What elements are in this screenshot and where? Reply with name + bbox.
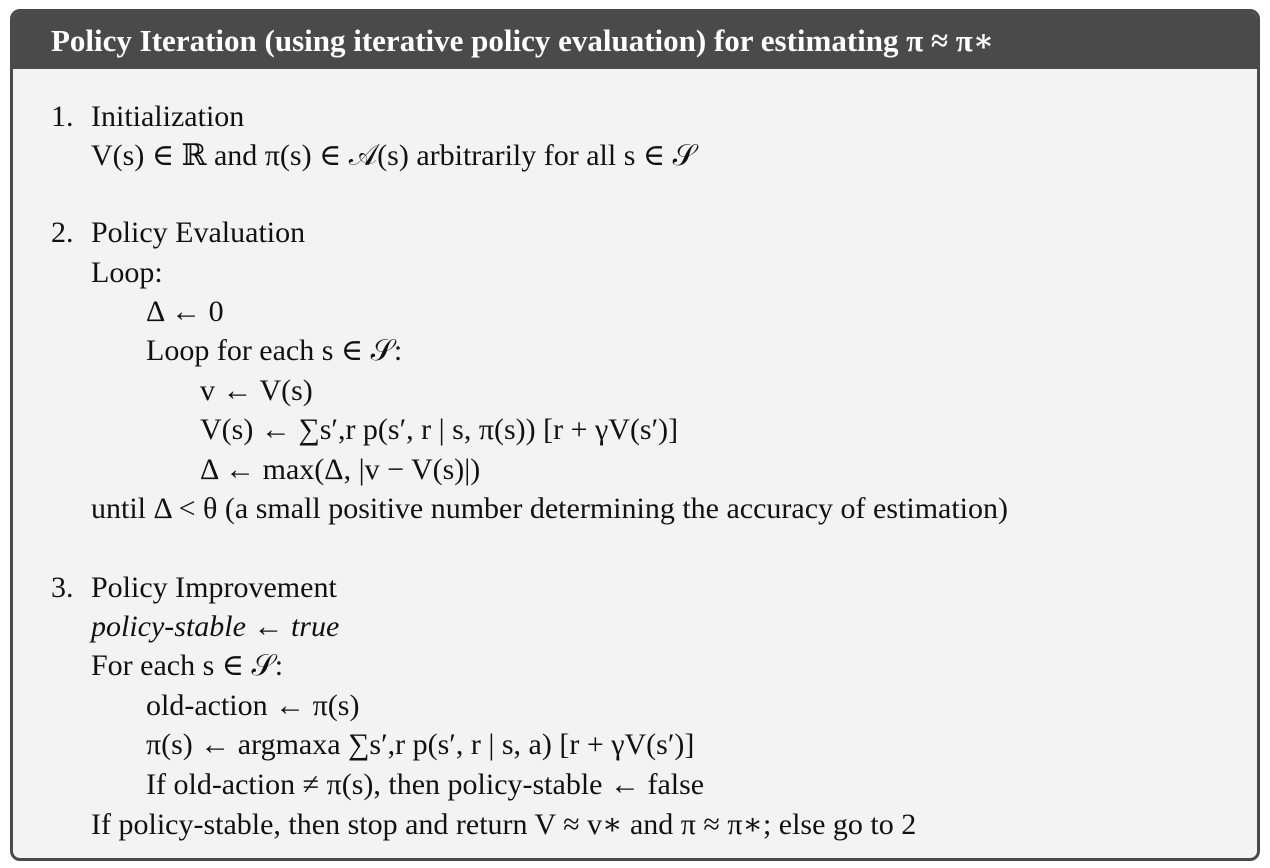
outer-loop-label: Loop: (91, 256, 163, 289)
section-2-number: 2. (51, 216, 74, 249)
section-3-number: 3. (51, 571, 74, 604)
bellman-update-statement: V(s) ← ∑s′,r p(s′, r | s, π(s)) [r + γV(s′)] (200, 413, 679, 446)
initialization-statement: V(s) ∈ ℝ and π(s) ∈ 𝒜(s) arbitrarily for all s ∈ 𝒮 (91, 139, 696, 172)
delta-update-statement: Δ ← max(Δ, |v − V(s)|) (200, 453, 481, 486)
termination-statement: If policy-stable, then stop and return V ≈ v∗ and π ≈ π∗; else go to 2 (91, 808, 917, 841)
section-3-heading: Policy Improvement (91, 571, 337, 604)
delta-reset-statement: Δ ← 0 (146, 295, 224, 328)
algorithm-title: Policy Iteration (using iterative policy evaluation) for estimating π ≈ π∗ (13, 12, 1257, 69)
section-2-heading: Policy Evaluation (91, 216, 306, 249)
state-loop-label: For each s ∈ 𝒮: (91, 649, 284, 682)
section-1-number: 1. (51, 100, 74, 133)
policy-greedy-update-statement: π(s) ← argmaxa ∑s′,r p(s′, r | s, a) [r + γV(s′)] (146, 728, 695, 761)
loop-termination-statement: until Δ < θ (a small positive number determining the accuracy of estimation) (91, 492, 1009, 525)
state-loop-label: Loop for each s ∈ 𝒮: (146, 334, 403, 367)
policy-stability-check-statement: If old-action ≠ π(s), then policy-stable ← false (146, 768, 705, 801)
old-action-statement: old-action ← π(s) (146, 689, 360, 722)
section-1-heading: Initialization (91, 100, 245, 133)
policy-stable-init-statement: policy-stable ← true (91, 610, 340, 643)
algorithm-box (10, 9, 1260, 861)
value-backup-statement: v ← V(s) (200, 374, 313, 407)
